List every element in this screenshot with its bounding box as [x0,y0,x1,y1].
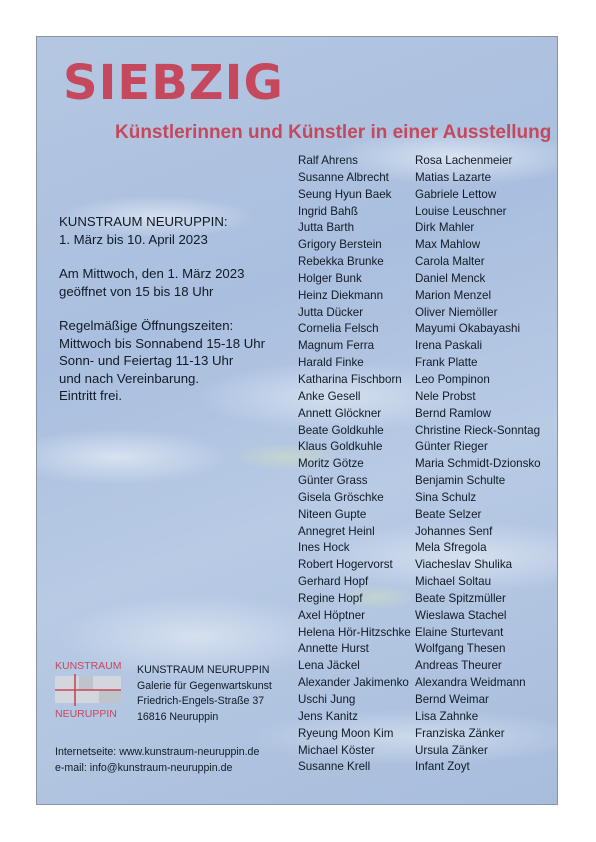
artist-name: Christine Rieck-Sonntag [415,423,541,437]
logo-text-top: KUNSTRAUM [55,660,122,672]
artist-name: Louise Leuschner [415,204,507,218]
opening-hours [59,317,299,405]
artist-name: Jutta Dücker [298,305,364,319]
artist-name: Carola Malter [415,255,485,269]
artist-name: Günter Rieger [415,440,488,454]
artist-name: Beate Spitzmüller [415,591,506,605]
email-link[interactable]: e-mail: info@kunstraum-neuruppin.de [55,761,233,774]
artist-name: Irena Paskali [415,339,483,353]
venue-name: KUNSTRAUM NEURUPPIN: [59,214,228,229]
address-city: 16816 Neuruppin [137,710,219,723]
artist-name: Ines Hock [298,541,350,555]
kunstraum-logo [55,660,127,722]
exhibition-poster [36,36,558,805]
artist-name: Lisa Zahnke [415,709,479,723]
artist-name: Ryeung Moon Kim [298,726,394,740]
artist-name: Susanne Krell [298,760,371,774]
artist-name: Lena Jäckel [298,659,360,673]
artist-name: Klaus Goldkuhle [298,440,383,454]
hours-weekdays: Mittwoch bis Sonnabend 15-18 Uhr [59,335,265,351]
gallery-address [137,663,272,725]
venue-dates [59,213,299,248]
artist-list-right [415,153,541,776]
artist-list-left [298,153,411,776]
artist-name: Marion Menzel [415,288,492,302]
artist-name: Robert Hogervorst [298,558,393,572]
artist-name: Beate Selzer [415,507,482,521]
artist-name: Sina Schulz [415,490,477,504]
artist-name: Matias Lazarte [415,170,492,184]
artist-name: Gisela Gröschke [298,490,384,504]
artist-name: Daniel Menck [415,271,486,285]
artist-name: Mayumi Okabayashi [415,322,521,336]
poster-subtitle: Künstlerinnen und Künstler in einer Ausstellung [115,122,552,143]
artist-name: Oliver Niemöller [415,305,498,319]
artist-name: Infant Zoyt [415,760,470,774]
artist-name: Franziska Zänker [415,726,505,740]
artist-name: Grigory Berstein [298,238,382,252]
artist-name: Michael Soltau [415,575,492,589]
artist-name: Seung Hyun Baek [298,187,392,201]
artist-name: Johannes Senf [415,524,493,538]
artist-name: Gabriele Lettow [415,187,497,201]
artist-name: Bernd Ramlow [415,406,492,420]
opening-info [59,265,299,300]
artist-name: Annegret Heinl [298,524,375,538]
artist-name: Niteen Gupte [298,507,367,521]
artist-name: Leo Pompinon [415,372,490,386]
website-link[interactable]: Internetseite: www.kunstraum-neuruppin.de [55,746,260,758]
artist-name: Bernd Weimar [415,693,489,706]
artist-name: Max Mahlow [415,238,481,252]
hours-sundays: Sonn- und Feiertag 11-13 Uhr [59,353,234,368]
artist-name: Ingrid Bahß [298,204,358,218]
artist-name: Ursula Zänker [415,743,488,757]
artist-name: Frank Platte [415,356,478,370]
artist-name: Günter Grass [298,474,368,488]
artist-name: Moritz Götze [298,457,364,471]
artist-name: Michael Köster [298,743,375,757]
hours-title: Regelmäßige Öffnungszeiten: [59,318,234,333]
artist-name: Jutta Barth [298,221,355,235]
artist-name: Elaine Sturtevant [415,625,504,639]
artist-name: Annett Glöckner [298,406,382,420]
opening-date: Am Mittwoch, den 1. März 2023 [59,266,245,281]
artist-name: Annette Hurst [298,642,369,656]
artist-name: Alexandra Weidmann [415,676,526,690]
artist-name: Dirk Mahler [415,221,475,235]
artist-name: Nele Probst [415,389,476,403]
address-name: KUNSTRAUM NEURUPPIN [137,664,270,676]
artist-name: Anke Gesell [298,389,361,403]
artist-name: Rosa Lachenmeier [415,154,513,167]
artist-name: Katharina Fischborn [298,372,402,386]
artist-name: Heinz Diekmann [298,288,384,302]
artist-name: Jens Kanitz [298,709,358,723]
artist-name: Ralf Ahrens [298,154,358,167]
artist-name: Uschi Jung [298,693,356,706]
artist-name: Wieslawa Stachel [415,608,507,622]
opening-time: geöffnet von 15 bis 18 Uhr [59,283,214,299]
hours-appointment: und nach Vereinbarung. [59,370,200,386]
artist-name: Regine Hopf [298,591,363,605]
address-line1: Galerie für Gegenwartskunst [137,679,272,692]
artist-name: Harald Finke [298,356,364,370]
artist-name: Alexander Jakimenko [298,676,409,690]
artist-name: Maria Schmidt-Dzionsko [415,457,541,471]
poster-title: SIEBZIG [63,55,284,111]
artist-name: Holger Bunk [298,271,362,285]
artist-name: Axel Höptner [298,608,366,622]
artist-name: Benjamin Schulte [415,474,506,488]
artist-name: Gerhard Hopf [298,575,369,589]
contact-info [55,745,259,776]
artist-name: Beate Goldkuhle [298,423,384,437]
artist-name: Viacheslav Shulika [415,558,513,572]
artist-name: Cornelia Felsch [298,322,379,336]
logo-text-bottom: NEURUPPIN [55,708,117,720]
artist-name: Andreas Theurer [415,659,502,673]
artist-name: Wolfgang Thesen [415,642,506,656]
artist-name: Magnum Ferra [298,339,375,353]
exhibition-info [59,213,299,422]
artist-name: Rebekka Brunke [298,255,384,269]
exhibition-dates: 1. März bis 10. April 2023 [59,231,208,247]
admission: Eintritt frei. [59,388,123,403]
address-street: Friedrich-Engels-Straße 37 [137,695,265,707]
artist-name: Susanne Albrecht [298,170,389,184]
logo-mark-icon [55,674,127,706]
artist-name: Helena Hör-Hitzschke [298,625,411,639]
artist-name: Mela Sfregola [415,541,487,555]
